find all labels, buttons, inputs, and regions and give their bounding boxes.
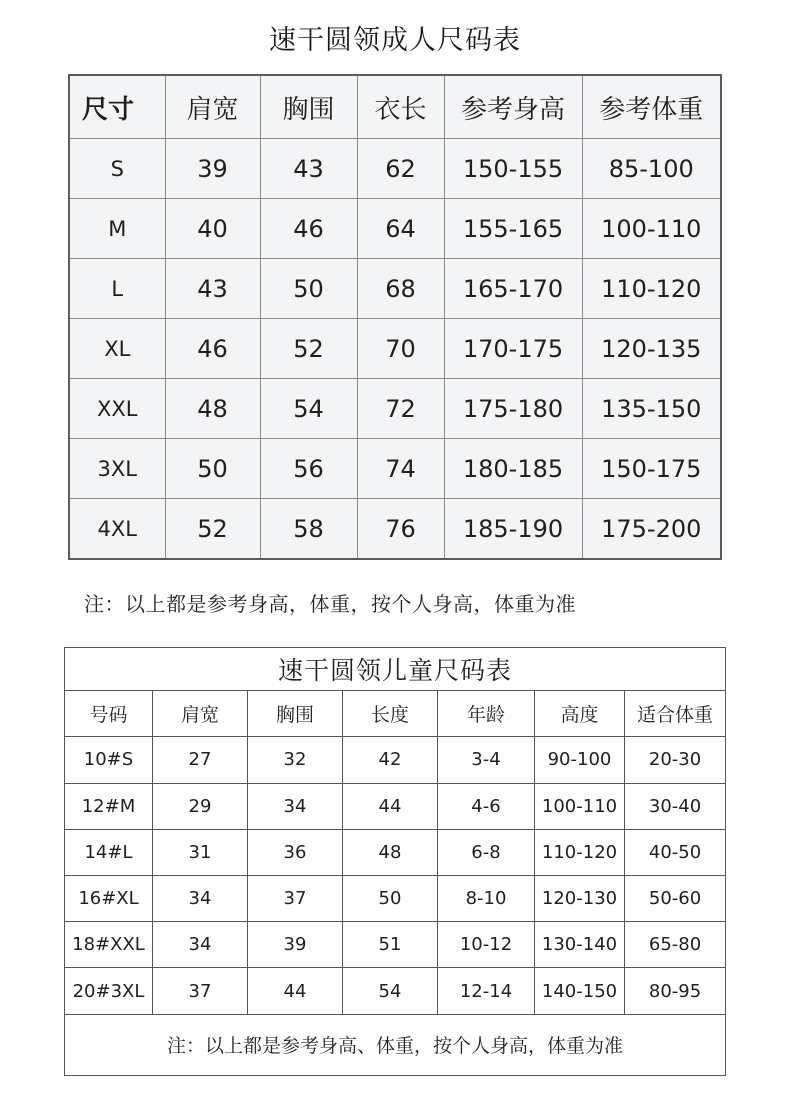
size-cell: M <box>69 199 165 259</box>
table-cell: 58 <box>260 499 357 560</box>
table-cell: 42 <box>343 737 438 783</box>
table-cell: 20-30 <box>625 737 726 783</box>
table-row <box>69 259 721 319</box>
table-cell: 3-4 <box>438 737 535 783</box>
table-cell: 155-165 <box>444 199 582 259</box>
table-cell: 50 <box>343 876 438 922</box>
header-cell: 衣长 <box>357 75 444 139</box>
size-cell: L <box>69 259 165 319</box>
adult-header-row <box>69 75 721 139</box>
table-cell: 52 <box>165 499 260 560</box>
size-cell: XL <box>69 319 165 379</box>
header-cell: 胸围 <box>248 691 343 737</box>
table-row <box>65 737 726 783</box>
size-cell: 20#3XL <box>65 968 153 1014</box>
table-row <box>69 199 721 259</box>
table-cell: 43 <box>260 139 357 199</box>
size-cell: 4XL <box>69 499 165 560</box>
header-cell: 胸围 <box>260 75 357 139</box>
table-cell: 72 <box>357 379 444 439</box>
table-cell: 120-130 <box>535 876 625 922</box>
size-cell: 16#XL <box>65 876 153 922</box>
table-cell: 44 <box>248 968 343 1014</box>
table-cell: 180-185 <box>444 439 582 499</box>
adult-size-table <box>68 74 722 560</box>
table-cell: 80-95 <box>625 968 726 1014</box>
header-cell: 长度 <box>343 691 438 737</box>
header-cell: 适合体重 <box>625 691 726 737</box>
header-cell: 年龄 <box>438 691 535 737</box>
table-cell: 44 <box>343 783 438 829</box>
table-cell: 185-190 <box>444 499 582 560</box>
table-cell: 30-40 <box>625 783 726 829</box>
table-row <box>65 829 726 875</box>
table-row <box>65 783 726 829</box>
table-cell: 56 <box>260 439 357 499</box>
table-cell: 34 <box>153 876 248 922</box>
table-cell: 12-14 <box>438 968 535 1014</box>
size-cell: XXL <box>69 379 165 439</box>
table-row <box>69 319 721 379</box>
table-cell: 90-100 <box>535 737 625 783</box>
table-cell: 150-175 <box>582 439 721 499</box>
table-cell: 48 <box>343 829 438 875</box>
table-cell: 120-135 <box>582 319 721 379</box>
header-cell: 肩宽 <box>153 691 248 737</box>
table-cell: 165-170 <box>444 259 582 319</box>
table-cell: 40-50 <box>625 829 726 875</box>
header-cell: 尺寸 <box>69 75 165 139</box>
table-cell: 32 <box>248 737 343 783</box>
header-cell: 参考体重 <box>582 75 721 139</box>
table-cell: 43 <box>165 259 260 319</box>
table-cell: 8-10 <box>438 876 535 922</box>
table-row <box>65 876 726 922</box>
table-cell: 10-12 <box>438 922 535 968</box>
table-cell: 68 <box>357 259 444 319</box>
table-cell: 170-175 <box>444 319 582 379</box>
table-cell: 34 <box>153 922 248 968</box>
table-cell: 65-80 <box>625 922 726 968</box>
table-row <box>69 439 721 499</box>
table-cell: 51 <box>343 922 438 968</box>
size-cell: 18#XXL <box>65 922 153 968</box>
table-cell: 54 <box>260 379 357 439</box>
table-cell: 74 <box>357 439 444 499</box>
size-cell: S <box>69 139 165 199</box>
header-cell: 肩宽 <box>165 75 260 139</box>
table-cell: 70 <box>357 319 444 379</box>
table-cell: 50 <box>260 259 357 319</box>
adult-size-chart-title: 速干圆领成人尺码表 <box>269 25 521 56</box>
table-cell: 62 <box>357 139 444 199</box>
table-cell: 40 <box>165 199 260 259</box>
table-cell: 140-150 <box>535 968 625 1014</box>
table-cell: 6-8 <box>438 829 535 875</box>
table-cell: 135-150 <box>582 379 721 439</box>
header-cell: 高度 <box>535 691 625 737</box>
table-cell: 54 <box>343 968 438 1014</box>
table-cell: 52 <box>260 319 357 379</box>
size-cell: 3XL <box>69 439 165 499</box>
table-row <box>65 922 726 968</box>
table-cell: 150-155 <box>444 139 582 199</box>
table-cell: 110-120 <box>582 259 721 319</box>
table-cell: 37 <box>153 968 248 1014</box>
table-cell: 46 <box>260 199 357 259</box>
table-row <box>69 379 721 439</box>
table-cell: 46 <box>165 319 260 379</box>
table-cell: 76 <box>357 499 444 560</box>
table-cell: 100-110 <box>582 199 721 259</box>
table-cell: 37 <box>248 876 343 922</box>
table-row <box>69 499 721 560</box>
table-cell: 130-140 <box>535 922 625 968</box>
table-cell: 36 <box>248 829 343 875</box>
table-cell: 34 <box>248 783 343 829</box>
table-cell: 39 <box>165 139 260 199</box>
table-cell: 4-6 <box>438 783 535 829</box>
kids-title-row <box>65 648 726 691</box>
table-cell: 29 <box>153 783 248 829</box>
table-row <box>69 139 721 199</box>
kids-note-row <box>65 1014 726 1075</box>
table-cell: 27 <box>153 737 248 783</box>
table-cell: 39 <box>248 922 343 968</box>
kids-size-chart-title: 速干圆领儿童尺码表 <box>65 648 726 691</box>
size-cell: 14#L <box>65 829 153 875</box>
kids-size-table <box>64 647 726 1076</box>
table-cell: 50 <box>165 439 260 499</box>
table-cell: 175-200 <box>582 499 721 560</box>
table-cell: 175-180 <box>444 379 582 439</box>
size-cell: 10#S <box>65 737 153 783</box>
table-cell: 48 <box>165 379 260 439</box>
table-cell: 85-100 <box>582 139 721 199</box>
table-cell: 31 <box>153 829 248 875</box>
table-cell: 100-110 <box>535 783 625 829</box>
header-cell: 号码 <box>65 691 153 737</box>
adult-size-note: 注：以上都是参考身高，体重，按个人身高，体重为准 <box>84 592 576 616</box>
table-row <box>65 968 726 1014</box>
table-cell: 50-60 <box>625 876 726 922</box>
kids-header-row <box>65 691 726 737</box>
size-cell: 12#M <box>65 783 153 829</box>
header-cell: 参考身高 <box>444 75 582 139</box>
table-cell: 110-120 <box>535 829 625 875</box>
kids-size-note: 注：以上都是参考身高、体重，按个人身高，体重为准 <box>65 1014 726 1075</box>
table-cell: 64 <box>357 199 444 259</box>
